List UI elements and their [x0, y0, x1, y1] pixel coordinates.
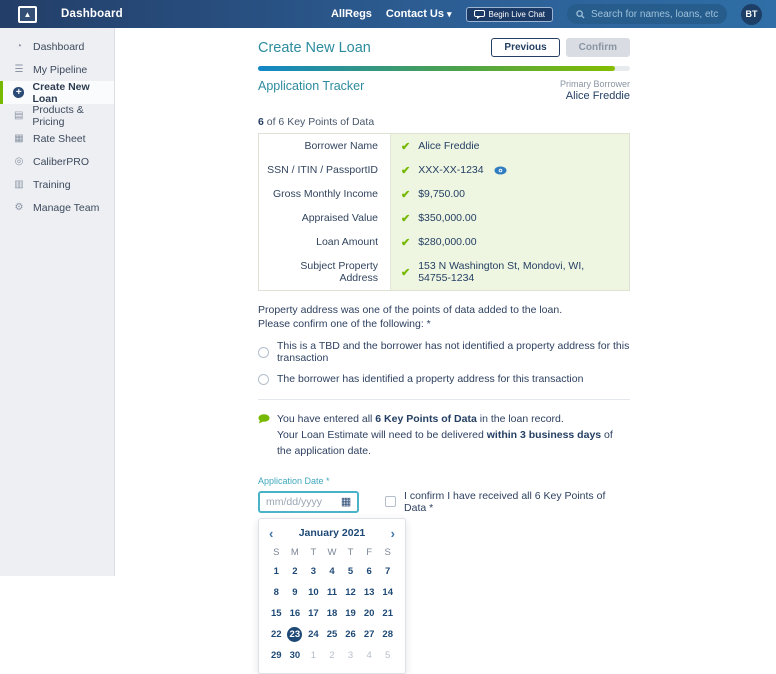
key-point-value: [391, 230, 629, 254]
confirm-instructions: Property address was one of the points of data added to the loan. Please confirm one of the following: *: [258, 304, 563, 331]
sidebar-item-label: My Pipeline: [33, 63, 88, 76]
calendar-day[interactable]: 26: [345, 628, 356, 640]
section-title: Application Tracker: [258, 79, 365, 93]
key-point-value: [391, 182, 629, 206]
table-row: [259, 134, 629, 158]
table-row: [259, 206, 629, 230]
speech-bubble-icon: [258, 414, 270, 424]
calendar-day[interactable]: 14: [382, 586, 393, 598]
calendar-day[interactable]: 13: [363, 586, 375, 598]
table-row: [259, 182, 629, 206]
sidebar-item-label: Dashboard: [33, 40, 85, 53]
dashboard-icon: ◔: [15, 41, 23, 52]
calendar-icon[interactable]: ▦: [340, 496, 352, 509]
confirm-checkbox[interactable]: [385, 496, 396, 507]
primary-borrower-name: Alice Freddie: [565, 90, 630, 102]
key-points-table: [258, 133, 630, 291]
sidebar-item-caliberpro[interactable]: [0, 150, 114, 173]
check-icon: ✔: [401, 164, 411, 177]
calendar-day-header: M: [290, 546, 299, 558]
calculator-icon: ▤: [13, 110, 24, 121]
calendar-day[interactable]: 28: [382, 628, 393, 640]
calendar-grid: [267, 547, 397, 663]
sidebar-nav: [0, 28, 115, 576]
radio-button[interactable]: [258, 347, 269, 358]
table-row: [259, 230, 629, 254]
application-date-label: Application Date *: [258, 475, 330, 486]
table-row: [259, 158, 629, 182]
key-points-notice: You have entered all 6 Key Points of Data in the loan record. Your Loan Estimate will need to be delivered within 3 business days of the application date.: [258, 412, 630, 459]
calendar-day[interactable]: 10: [308, 586, 319, 598]
property-address-radio-1[interactable]: [258, 340, 630, 364]
calendar-day[interactable]: 30: [289, 649, 301, 661]
radio-label: This is a TBD and the borrower has not identified a property address for this transaction: [277, 340, 630, 365]
navbar-title: Dashboard: [61, 8, 123, 20]
calendar-day-header: F: [366, 546, 373, 558]
check-icon: ✔: [401, 140, 411, 153]
search-icon: [576, 10, 585, 19]
key-point-text: $280,000.00: [418, 236, 477, 248]
sidebar-item-label: Create New Loan: [32, 80, 90, 105]
calendar-day-selected[interactable]: 23: [286, 627, 305, 642]
calendar-day-header: S: [384, 546, 391, 558]
calendar-day[interactable]: 24: [308, 628, 319, 640]
calendar-day[interactable]: 3: [347, 649, 354, 661]
table-icon: ▦: [14, 133, 24, 144]
allregs-link[interactable]: AllRegs: [330, 8, 372, 20]
calendar-day[interactable]: 21: [382, 607, 393, 619]
calendar-day-header: T: [310, 546, 317, 558]
calendar-day[interactable]: 8: [273, 586, 279, 598]
radio-label: The borrower has identified a property address for this transaction: [277, 373, 584, 386]
progress-fill: [258, 66, 615, 71]
calendar-day-header: T: [347, 546, 354, 558]
page-title: Create New Loan: [258, 39, 371, 56]
calendar-day[interactable]: 29: [270, 649, 282, 661]
calendar-day[interactable]: 9: [292, 586, 298, 598]
main-area: [115, 28, 776, 661]
training-icon: ▥: [14, 179, 24, 190]
check-icon: ✔: [401, 236, 411, 249]
key-point-text: XXX-XX-1234: [418, 164, 484, 176]
calendar-day[interactable]: 1: [273, 565, 279, 577]
calendar-day[interactable]: 15: [270, 607, 282, 619]
calendar-day-header: W: [327, 546, 337, 558]
check-icon: ✔: [401, 266, 411, 279]
global-search[interactable]: [567, 4, 727, 24]
sidebar-item-products-pricing[interactable]: [0, 104, 114, 127]
sidebar-item-label: CaliberPRO: [33, 155, 90, 168]
key-point-label: Appraised Value: [259, 206, 391, 230]
calendar-day-header: S: [273, 546, 280, 558]
plus-circle-icon: +: [13, 87, 24, 98]
calendar-month-label: January 2021: [298, 527, 366, 540]
pipeline-icon: ☰: [14, 64, 24, 75]
calendar-next-icon[interactable]: ›: [390, 525, 395, 541]
key-point-label: Borrower Name: [259, 134, 391, 158]
property-address-radio-2[interactable]: [258, 373, 630, 385]
calendar-day[interactable]: 12: [345, 586, 356, 598]
table-row: [259, 254, 629, 290]
confirm-checkbox-label: I confirm I have received all 6 Key Points of Data *: [404, 489, 606, 514]
primary-borrower-label: Primary Borrower: [559, 79, 630, 89]
check-icon: ✔: [401, 188, 411, 201]
key-point-label: Gross Monthly Income: [259, 182, 391, 206]
calendar-day[interactable]: 16: [289, 607, 301, 619]
calendar-day[interactable]: 2: [292, 565, 298, 577]
calendar-day[interactable]: 27: [363, 628, 375, 640]
section-divider: [258, 399, 630, 400]
chevron-down-icon: ▾: [446, 9, 452, 19]
sidebar-item-label: Training: [33, 178, 71, 191]
sidebar-item-training[interactable]: [0, 173, 114, 196]
application-date-field[interactable]: [258, 491, 359, 513]
calendar-day[interactable]: 5: [385, 649, 391, 661]
chat-bubble-icon: [474, 10, 485, 19]
calendar-day[interactable]: 4: [366, 649, 372, 661]
calendar-day[interactable]: 20: [363, 607, 375, 619]
sidebar-item-label: Manage Team: [33, 201, 100, 214]
previous-button[interactable]: Previous: [491, 38, 559, 57]
user-avatar[interactable]: BT: [741, 4, 762, 25]
sidebar-item-dashboard[interactable]: [0, 35, 114, 58]
key-point-text: Alice Freddie: [418, 140, 480, 152]
calendar-day[interactable]: 6: [366, 565, 372, 577]
eye-icon[interactable]: [494, 166, 507, 175]
calendar-day[interactable]: 17: [308, 607, 319, 619]
sidebar-item-create-new-loan[interactable]: [0, 81, 114, 104]
calendar-day[interactable]: 7: [385, 565, 391, 577]
search-input[interactable]: [591, 9, 718, 20]
calendar-day[interactable]: 25: [326, 628, 338, 640]
key-point-label: SSN / ITIN / PassportID: [259, 158, 391, 182]
confirm-button[interactable]: Confirm: [566, 38, 630, 57]
calendar-prev-icon[interactable]: ‹: [269, 525, 274, 541]
key-point-text: 153 N Washington St, Mondovi, WI, 54755-1234: [418, 260, 585, 284]
key-point-value: [391, 254, 629, 290]
calendar-day[interactable]: 18: [326, 607, 338, 619]
confirm-checkbox-row[interactable]: [385, 490, 630, 514]
begin-live-chat-button[interactable]: Begin Live Chat: [466, 7, 553, 22]
logo-triangle-glyph: ▲: [23, 9, 32, 19]
sidebar-item-rate-sheet[interactable]: [0, 127, 114, 150]
calendar-day[interactable]: 19: [345, 607, 356, 619]
key-point-value: [391, 206, 629, 230]
calendar-day[interactable]: 22: [270, 628, 282, 640]
calendar-day[interactable]: 4: [329, 565, 335, 577]
calendar-day[interactable]: 5: [347, 565, 354, 577]
sidebar-item-my-pipeline[interactable]: [0, 58, 114, 81]
progress-bar: [258, 66, 630, 71]
calendar-day[interactable]: 1: [310, 649, 317, 661]
key-point-label: Loan Amount: [259, 230, 391, 254]
calendar-day[interactable]: 2: [329, 649, 335, 661]
key-points-count: 6 of 6 Key Points of Data: [258, 116, 375, 128]
sidebar-item-manage-team[interactable]: [0, 196, 114, 219]
target-icon: ◎: [14, 156, 24, 167]
key-point-text: $9,750.00: [418, 188, 465, 200]
key-point-value: [391, 134, 629, 158]
gear-icon: ⚙: [14, 202, 24, 213]
check-icon: ✔: [401, 212, 411, 225]
calendar-day[interactable]: 3: [310, 565, 317, 577]
date-picker-popup: [258, 518, 406, 674]
app-logo-icon[interactable]: [18, 6, 37, 23]
key-point-value: [391, 158, 629, 182]
sidebar-item-label: Products & Pricing: [32, 103, 84, 128]
key-point-text: $350,000.00: [418, 212, 477, 224]
top-navbar: [0, 0, 776, 28]
application-date-input[interactable]: [266, 496, 337, 508]
sidebar-item-label: Rate Sheet: [33, 132, 86, 145]
key-point-label: Subject Property Address: [259, 254, 391, 290]
contact-us-menu[interactable]: Contact Us ▾: [385, 8, 452, 20]
calendar-day[interactable]: 11: [326, 586, 338, 598]
radio-button[interactable]: [258, 374, 269, 385]
